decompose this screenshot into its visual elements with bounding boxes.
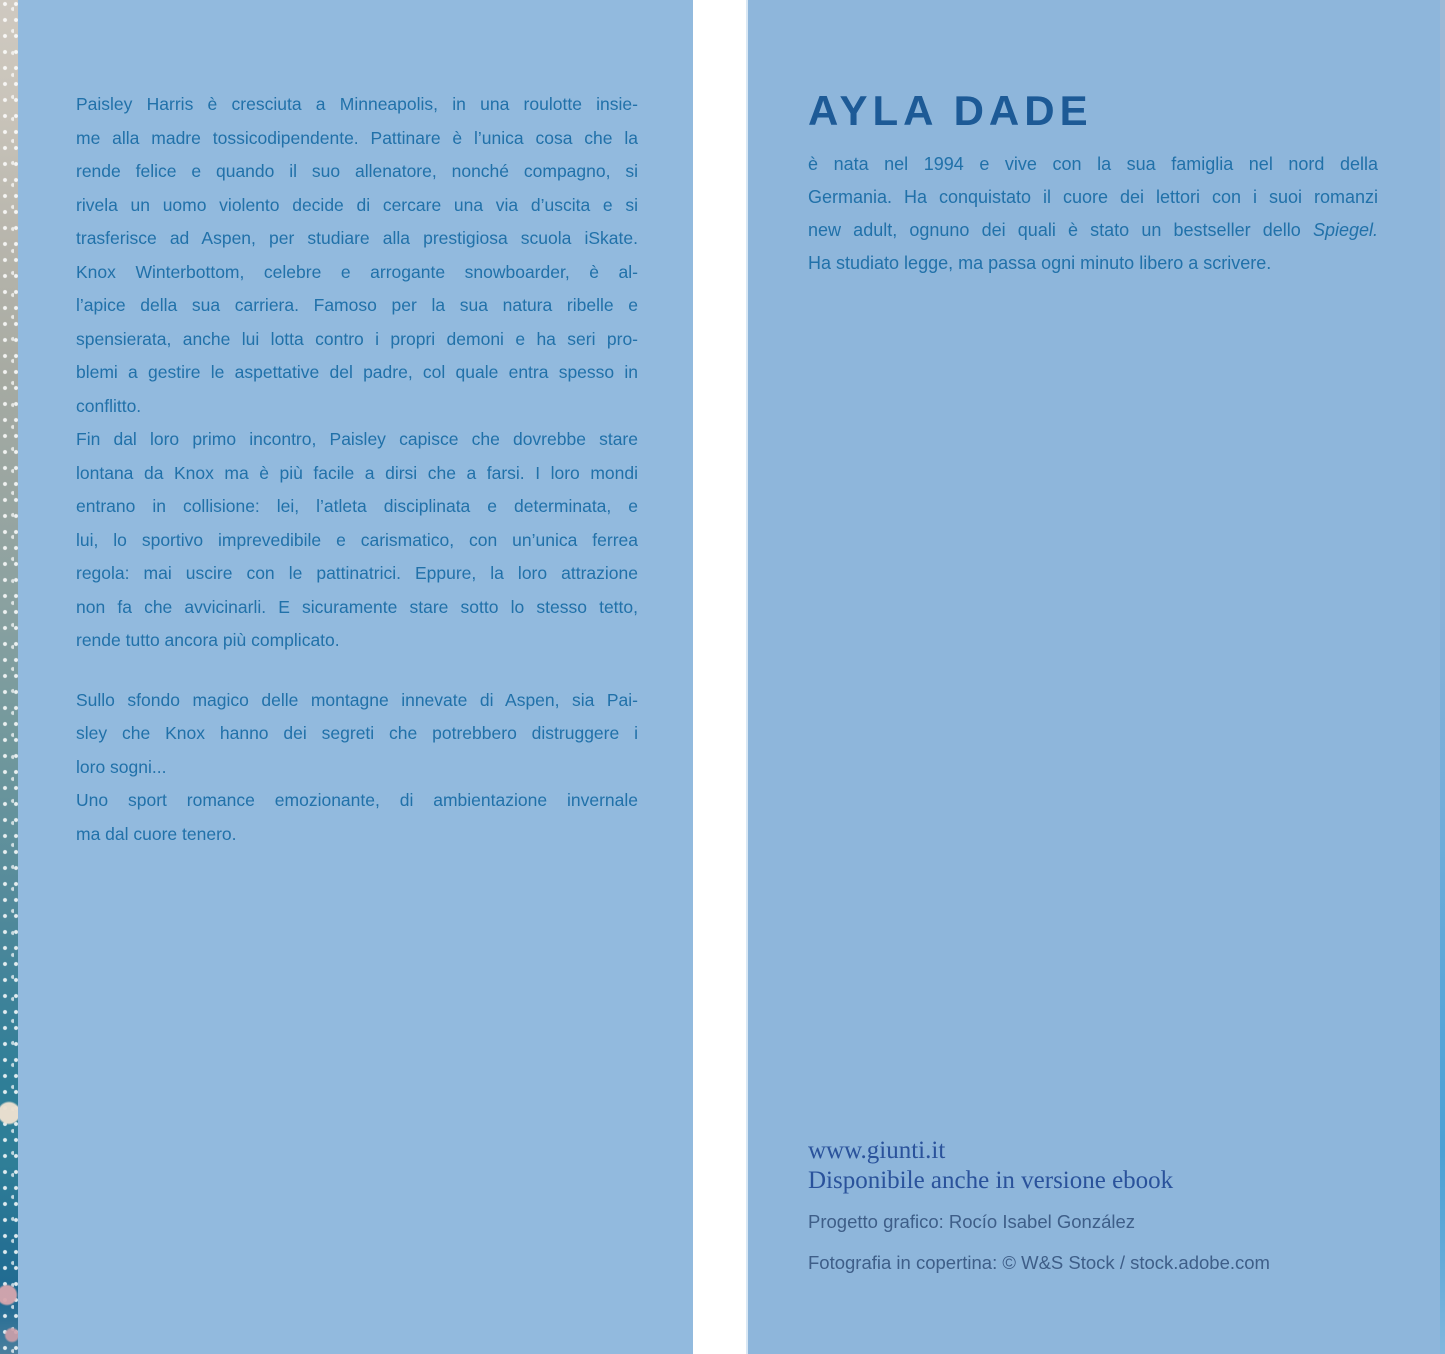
paragraph xyxy=(808,148,1378,280)
text-line: trasferisce ad Aspen, per studiare alla prestigiosa scuola iSkate. xyxy=(76,228,638,248)
text-line: ma dal cuore tenero. xyxy=(76,823,237,844)
cover-photo-edge-right xyxy=(1440,0,1445,1354)
text-line: l’apice della sua carriera. Famoso per la sua natura ribelle e xyxy=(76,295,638,315)
synopsis-text xyxy=(76,88,638,851)
text-line: regola: mai uscire con le pattinatrici. Eppure, la loro attrazione xyxy=(76,563,638,583)
publisher-website: www.giunti.it xyxy=(808,1137,946,1164)
text-line: new adult, ognuno dei quali è stato un bestseller dello Spiegel. xyxy=(808,220,1378,240)
text-line: lontana da Knox ma è più facile a dirsi che a farsi. I loro mondi xyxy=(76,462,638,483)
text-line: Uno sport romance emozionante, di ambientazione invernale xyxy=(76,790,638,810)
text-line: lui, lo sportivo imprevedibile e carismatico, con un’unica ferrea xyxy=(76,529,638,550)
paragraph xyxy=(76,88,638,423)
author-bio-text xyxy=(808,148,1378,280)
text-line: entrano in collisione: lei, l’atleta disciplinata e determinata, e xyxy=(76,496,638,516)
text-line: me alla madre tossicodipendente. Pattinare è l’unica cosa che la xyxy=(76,127,638,148)
text-line: Fin dal loro primo incontro, Paisley capisce che dovrebbe stare xyxy=(76,429,638,449)
text-line: non fa che avvicinarli. E sicuramente stare sotto lo stesso tetto, xyxy=(76,596,638,617)
text-line: Germania. Ha conquistato il cuore dei lettori con i suoi romanzi xyxy=(808,187,1378,207)
text-line: spensierata, anche lui lotta contro i propri demoni e ha seri pro- xyxy=(76,328,638,349)
paragraph xyxy=(76,784,638,851)
text-line: Knox Winterbottom, celebre e arrogante snowboarder, è al- xyxy=(76,261,638,282)
text-line: blemi a gestire le aspettative del padre, col quale entra spesso in xyxy=(76,362,638,382)
text-line: è nata nel 1994 e vive con la sua famiglia nel nord della xyxy=(808,154,1378,174)
text-line: Paisley Harris è cresciuta a Minneapolis, in una roulotte insie- xyxy=(76,94,638,114)
paragraph xyxy=(76,684,638,785)
text-line: rende tutto ancora più complicato. xyxy=(76,630,340,650)
design-credit: Progetto grafico: Rocío Isabel González xyxy=(808,1211,1136,1232)
text-line: conflitto. xyxy=(76,395,142,416)
photo-credit: Fotografia in copertina: © W&S Stock / stock.adobe.com xyxy=(808,1252,1270,1273)
publisher-footer xyxy=(808,1136,1408,1274)
text-line: loro sogni... xyxy=(76,756,167,777)
author-flap-panel xyxy=(746,0,1440,1354)
text-line: Sullo sfondo magico delle montagne innevate di Aspen, sia Pai- xyxy=(76,689,638,710)
ebook-availability-note: Disponibile anche in versione ebook xyxy=(808,1167,1174,1194)
text-line: sley che Knox hanno dei segreti che potrebbero distruggere i xyxy=(76,723,638,743)
cover-photo-edge-left xyxy=(0,0,18,1354)
text-line: rende felice e quando il suo allenatore, nonché compagno, si xyxy=(76,161,638,181)
text-line: rivela un uomo violento decide di cercare una via d’uscita e si xyxy=(76,194,638,215)
back-flap-panel xyxy=(18,0,693,1354)
text-line: Ha studiato legge, ma passa ogni minuto libero a scrivere. xyxy=(808,253,1272,273)
paragraph xyxy=(76,423,638,658)
author-name-heading: AYLA DADE xyxy=(808,87,1093,134)
